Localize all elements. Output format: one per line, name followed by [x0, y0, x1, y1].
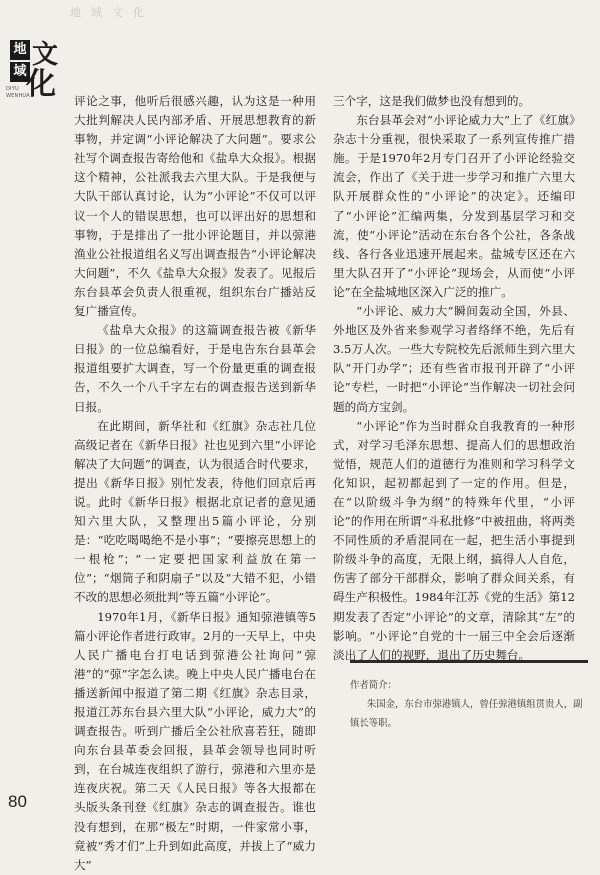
paragraph: 评论之事，他听后很感兴趣，认为这是一种用大批判解决人民内部矛盾、开展思想教育的新事物，并定调“小评论解决了大问题”。要求公社写个调查报告寄给他和《盐阜大众报》。根据这个精神，公社派我去六里大队。于是我便与大队干部认真讨论，认为“小评论”不仅可以评议一个人的错误思想，也可以评出好的思想和事物，于是排出了一批小评论题目，并以弶港渔业公社报道组名义写出调查报告“小评论解决大问题”，不久《盐阜大众报》发表了。见报后东台县革会负责人很重视，组织东台广播站反复广播宣传。: [74, 94, 316, 319]
logo-char-1: 地: [10, 40, 30, 60]
right-text-column: [333, 92, 575, 665]
logo-english-1: DIYU: [6, 86, 19, 92]
paragraph: “小评论”作为当时群众自我教育的一种形式，对学习毛泽东思想、提高人们的思想政治觉悟，规范人们的道德行为准则和学习科学文化知识，起初都起到了一定的作用。但是，在“以阶级斗争为纲”的特殊年代里，“小评论”的作用在所谓“斗私批修”中被扭曲，将两类不同性质的矛盾混同在一起，把生活小事提到阶级斗争的高度，无限上纲，搞得人人自危，伤害了部分干部群众，影响了群众间关系，有碍生产积极性。1984年江苏《党的生活》第12期发表了否定“小评论”的文章，清除其“左”的影响。“小评论”自党的十一届三中全会后逐渐淡出了人们的视野，退出了历史舞台。: [333, 418, 575, 662]
logo-char-2: 域: [10, 62, 30, 82]
paragraph: 在此期间，新华社和《红旗》杂志社几位高级记者在《新华日报》社也见到六里“小评论解决了大问题”的调查，认为很适合时代要求，提出《新华日报》别忙发表，待他们回京后再说。此时《新华日报》根据北京记者的意见通知六里大队，又整理出5篇小评论，分别是：“吃吃喝喝绝不是小事”；“要擦亮思想上的一根枪”；“一定要把国家利益放在第一位”；“烟筒子和阴扇子”以及“大错不犯，小错不改的思想必须批判”等五篇“小评论”。: [74, 418, 316, 605]
paragraph: 三个字，这是我们做梦也没有想到的。: [333, 94, 531, 108]
author-bio-title: 作者简介：: [350, 680, 397, 691]
author-divider: [350, 660, 588, 663]
paragraph: 1970年1月，《新华日报》通知弶港镇等5篇小评论作者进行政审。2月的一天早上，中央人民广播电台打电话到弶港公社询问“弶港”的“弶”字怎么读。晚上中央人民广播电台在播送新闻中报道了第二期《红旗》杂志目录，报道江苏东台县六里大队“小评论，威力大”的调查报告。听到广播后全公社欣喜若狂，随即向东台县革委会回报，县革会领导也同时听到，在台城连夜组织了游行，弶港和六里亦是连夜庆祝。第二天《人民日报》等各大报都在头版头条刊登《红旗》杂志的调查报告。谁也没有想到，在那“极左”时期，一件家常小事，竟被“秀才们”上升到如此高度，并拔上了“威力大”: [74, 609, 316, 872]
paragraph: 《盐阜大众报》的这篇调查报告被《新华日报》的一位总编看好，于是电告东台县革会报道组要扩大调查，写一个份量更重的调查报告，不久一个八千字左右的调查报告送到新华日报。: [74, 323, 316, 414]
logo-english-2: WENHUA: [6, 93, 30, 99]
page-number: 80: [8, 792, 27, 811]
author-bio: [350, 676, 590, 733]
author-bio-text: 朱国金，东台市弶港镇人，曾任弶港镇组贯贵人，副镇长等职。: [350, 699, 583, 729]
logo-big-char-2: 化: [26, 67, 56, 102]
section-logo: [4, 34, 70, 114]
paragraph: 东台县革会对“小评论威力大”上了《红旗》杂志十分重视，很快采取了一系列宣传推广措施。于是1970年2月专门召开了小评论经验交流会，作出了《关于进一步学习和推广六里大队开展群众性的“小评论”的决定》。还编印了“小评论”汇编两集，分发到基层学习和交流，使“小评论”活动在东台各个公社，各条战线、各行各业迅速开展起来。盐城专区还在六里大队召开了“小评论”现场会，从而使“小评论”在全盐城地区深入广泛的推广。: [333, 113, 575, 299]
header-decoration: 地域文化: [70, 6, 154, 19]
left-text-column: [74, 92, 316, 875]
paragraph: “小评论、威力大”瞬间轰动全国，外县、外地区及外省来参观学习者络绎不绝，先后有3.5万人次。一些大专院校先后派师生到六里大队“开门办学”；还有些省市报刊开辟了“小评论”专栏，一时把“小评论”当作解决一切社会问题的尚方宝剑。: [333, 304, 575, 414]
logo-big-char-1: 文: [32, 40, 59, 70]
